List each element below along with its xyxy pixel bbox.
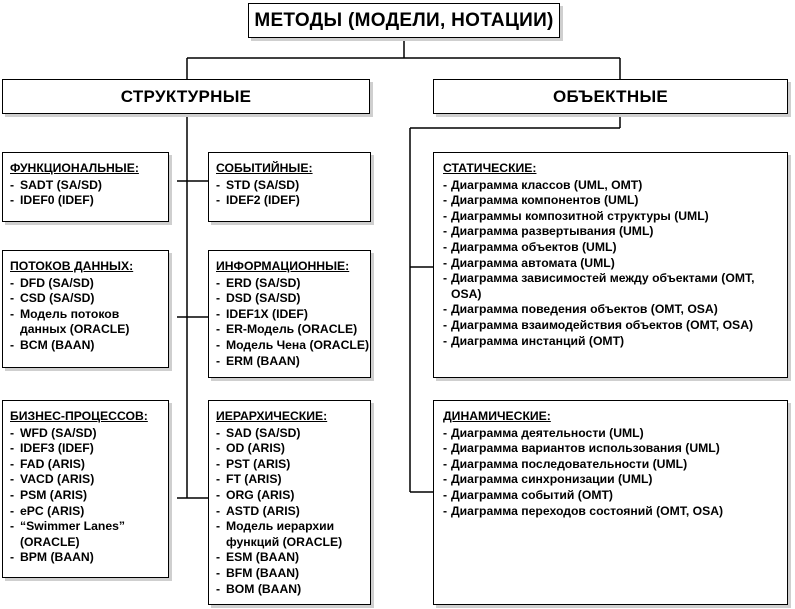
list-item: - Модель потоков данных (ORACLE) [10,306,130,337]
list-item: - DFD (SA/SD) [10,275,94,290]
hierarchical-heading: ИЕРАРХИЧЕСКИЕ: [216,409,328,423]
dynamic-list [443,426,787,520]
information-list [216,276,370,370]
list-marker: - [443,208,448,223]
list-marker: - [216,193,221,208]
list-item: - WFD (SA/SD) [10,425,97,440]
list-item: - VACD (ARIS) [10,472,95,487]
object-title: ОБЪЕКТНЫЕ [552,86,669,106]
list-marker: - [216,425,221,440]
list-item: - SAD (SA/SD) [216,425,301,440]
list-marker: - [10,503,15,518]
list-item: - ESM (BAAN) [216,550,300,565]
root-title: МЕТОДЫ (МОДЕЛИ, НОТАЦИИ) [254,9,554,31]
static-box [433,152,788,378]
list-marker: - [216,503,221,518]
list-item: - Диаграмма классов (UML, OMT) [443,177,643,192]
list-item: - ERM (BAAN) [216,353,300,368]
hierarchical-list [216,426,370,598]
list-marker: - [10,425,15,440]
list-item: - IDEF1X (IDEF) [216,306,308,321]
list-marker: - [10,456,15,471]
list-marker: - [216,275,221,290]
list-marker: - [216,337,221,352]
list-item: - SADT (SA/SD) [10,177,102,192]
list-marker: - [10,519,15,534]
static-list [443,178,787,350]
list-marker: - [216,177,221,192]
dataflow-list [10,276,168,354]
list-item: - CSD (SA/SD) [10,291,95,306]
list-marker: - [216,291,221,306]
list-item: - Диаграмма событий (OMT) [443,487,613,502]
dataflow-heading: ПОТОКОВ ДАННЫХ: [10,259,134,273]
list-item: - Модель иерархии функций (ORACLE) [216,519,343,549]
functional-heading: ФУНКЦИОНАЛЬНЫЕ: [10,161,139,175]
structural-node [2,79,370,114]
list-item: - ePC (ARIS) [10,503,85,518]
list-marker: - [10,306,15,321]
list-item: - IDEF3 (IDEF) [10,441,94,456]
list-marker: - [10,550,15,565]
list-marker: - [10,177,15,192]
list-item: - IDEF2 (IDEF) [216,193,300,208]
dynamic-box [433,400,788,605]
list-item: - IDEF0 (IDEF) [10,193,94,208]
list-marker: - [443,333,448,348]
list-marker: - [216,487,221,502]
list-item: - Диаграмма взаимодействия объектов (OMT, OSA) [443,317,754,332]
list-marker: - [443,456,448,471]
list-item: - Диаграммы композитной структуры (UML) [443,208,709,223]
list-item: - FT (ARIS) [216,472,282,487]
list-marker: - [443,302,448,317]
list-marker: - [443,239,448,254]
list-item: - Диаграмма вариантов использования (UML) [443,441,720,456]
list-marker: - [216,581,221,596]
list-item: - Диаграмма компонентов (UML) [443,193,639,208]
list-marker: - [443,193,448,208]
dataflow-box [2,250,169,368]
object-node [433,79,788,114]
list-marker: - [443,472,448,487]
list-item: - Диаграмма зависимостей между объектами (OMT, OSA) [443,271,755,301]
list-marker: - [216,519,221,534]
list-marker: - [216,306,221,321]
event-box [208,152,371,222]
list-item: - ERD (SA/SD) [216,275,301,290]
list-marker: - [10,193,15,208]
list-item: - ER-Модель (ORACLE) [216,322,358,337]
list-marker: - [443,487,448,502]
list-item: - Диаграмма развертывания (UML) [443,224,654,239]
functional-list [10,178,168,209]
list-marker: - [443,177,448,192]
list-item: - Диаграмма последовательности (UML) [443,456,688,471]
list-item: - OD (ARIS) [216,441,285,456]
list-item: - “Swimmer Lanes” (ORACLE) [10,519,125,549]
list-marker: - [216,456,221,471]
list-item: - Диаграмма автомата (UML) [443,255,615,270]
list-item: - STD (SA/SD) [216,177,300,192]
hierarchical-box [208,400,371,605]
list-marker: - [443,425,448,440]
information-box [208,250,371,378]
list-marker: - [443,255,448,270]
list-item: - Модель Чена (ORACLE) [216,337,370,352]
list-item: - BPM (BAAN) [10,550,94,565]
event-list [216,178,370,209]
list-item: - Диаграмма поведения объектов (OMT, OSA) [443,302,718,317]
list-marker: - [443,271,448,286]
list-marker: - [216,550,221,565]
dynamic-heading: ДИНАМИЧЕСКИЕ: [443,409,551,423]
list-item: - PST (ARIS) [216,456,291,471]
list-item: - BOM (BAAN) [216,581,302,596]
business-list [10,426,168,566]
list-marker: - [10,275,15,290]
list-marker: - [10,472,15,487]
list-item: - Диаграмма синхронизации (UML) [443,472,653,487]
list-marker: - [443,441,448,456]
list-marker: - [216,565,221,580]
structural-title: СТРУКТУРНЫЕ [120,86,252,106]
list-marker: - [443,224,448,239]
list-marker: - [10,337,15,352]
information-heading: ИНФОРМАЦИОННЫЕ: [216,259,350,273]
functional-box [2,152,169,222]
list-item: - BCM (BAAN) [10,337,95,352]
list-marker: - [10,487,15,502]
list-item: - DSD (SA/SD) [216,291,301,306]
list-marker: - [216,441,221,456]
list-marker: - [443,317,448,332]
list-marker: - [216,472,221,487]
list-item: - ORG (ARIS) [216,487,295,502]
list-item: - PSM (ARIS) [10,487,88,502]
list-item: - BFM (BAAN) [216,565,300,580]
static-heading: СТАТИЧЕСКИЕ: [443,161,537,175]
list-item: - Диаграмма объектов (UML) [443,239,617,254]
business-heading: БИЗНЕС-ПРОЦЕССОВ: [10,409,148,423]
list-item: - FAD (ARIS) [10,456,85,471]
list-marker: - [443,503,448,518]
list-item: - Диаграмма инстанций (OMT) [443,333,625,348]
business-box [2,400,169,578]
list-marker: - [216,353,221,368]
list-item: - Диаграмма переходов состояний (OMT, OSA) [443,503,724,518]
list-marker: - [10,291,15,306]
list-marker: - [10,441,15,456]
root-node [248,3,560,38]
list-item: - ASTD (ARIS) [216,503,300,518]
event-heading: СОБЫТИЙНЫЕ: [216,161,313,175]
list-marker: - [216,322,221,337]
list-item: - Диаграмма деятельности (UML) [443,425,644,440]
